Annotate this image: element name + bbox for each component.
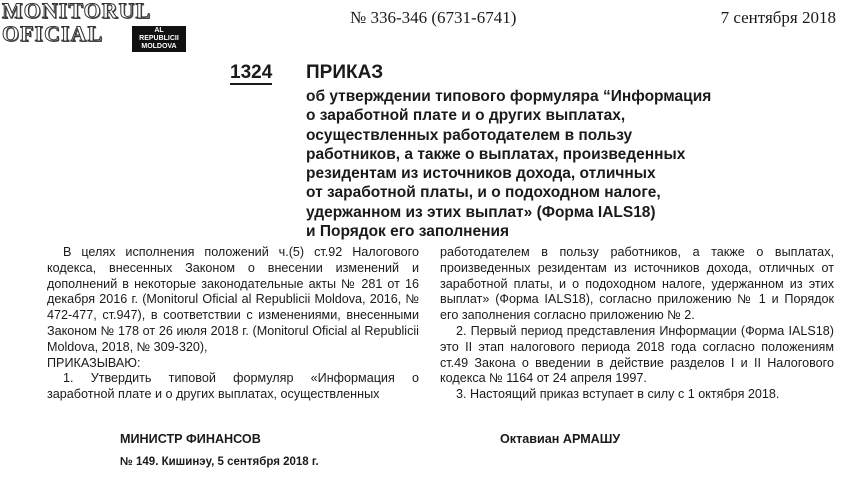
item-1-start: 1. Утвердить типовой формуляр «Информация о заработной плате и о других выплатах, осуществленных	[47, 371, 419, 402]
item-1-end: работодателем в пользу работников, а также о выплатах, произведенных резидентам из источников дохода, отличных от заработной платы, и о подоходном налоге, удержанном из этих выплат» (Форма IALS18), согласно приложению № 1 и Порядок его заполнения согласно приложению № 2.	[440, 245, 834, 323]
order-reference: № 149. Кишинэу, 5 сентября 2018 г.	[120, 456, 319, 468]
signatory-role: МИНИСТР ФИНАНСОВ	[120, 432, 261, 446]
order-title-line: резидентам из источников дохода, отличных	[306, 165, 656, 183]
item-3: 3. Настоящий приказ вступает в силу с 1 октября 2018.	[456, 387, 780, 402]
logo-line-1: MONITORUL	[2, 0, 152, 23]
order-title	[306, 87, 826, 241]
intro-paragraph: В целях исполнения положений ч.(5) ст.92 Налогового кодекса, внесенных Законом о внесении изменений и дополнений в некоторые законодательные акты № 281 от 16 декабря 2016 г. (Monitorul Oficial al Republicii Moldova, 2016, № 472-477, ст.947), в соответствии с изменениями, внесенными Законом № 178 от 26 июля 2018 г. (Monitorul Oficial al Republicii Moldova, 2018, № 309-320),	[47, 245, 419, 354]
logo-line-2: OFICIAL	[2, 21, 104, 46]
masthead-logo	[2, 0, 186, 50]
order-title-line: осуществленных работодателем в пользу	[306, 126, 633, 144]
orders-word: ПРИКАЗЫВАЮ:	[47, 355, 141, 370]
order-title-line: от заработной платы, и о подоходном налоге,	[306, 184, 661, 202]
logo-tag-line-2: MOLDOVA	[141, 43, 177, 50]
body-column-left	[47, 245, 419, 403]
logo-tag-line-1: AL REPUBLICII	[139, 27, 179, 42]
order-title-line: об утверждении типового формуляра “Информация	[306, 88, 712, 105]
issue-number: № 336-346 (6731-6741)	[350, 8, 517, 27]
issue-date: 7 сентября 2018	[720, 8, 836, 27]
item-2: 2. Первый период представления Информации (Форма IALS18) это II этап налогового периода 2018 года согласно положениям ст.49 Закона о введении в действие разделов I и II Налогового кодекса № 1164 от 24 апреля 1997.	[440, 323, 834, 386]
logo-tag	[132, 26, 186, 52]
order-number: 1324	[230, 62, 273, 83]
signatory-name: Октавиан АРМАШУ	[500, 432, 621, 446]
body-column-right	[440, 245, 834, 403]
order-type: ПРИКАЗ	[306, 62, 384, 83]
order-title-line: и Порядок его заполнения	[306, 223, 510, 241]
order-title-line: о заработной плате и о других выплатах,	[306, 107, 626, 125]
order-title-line: удержанном из этих выплат» (Форма IALS18)	[306, 203, 656, 221]
order-title-line: работников, а также о выплатах, произведенных	[306, 145, 686, 163]
